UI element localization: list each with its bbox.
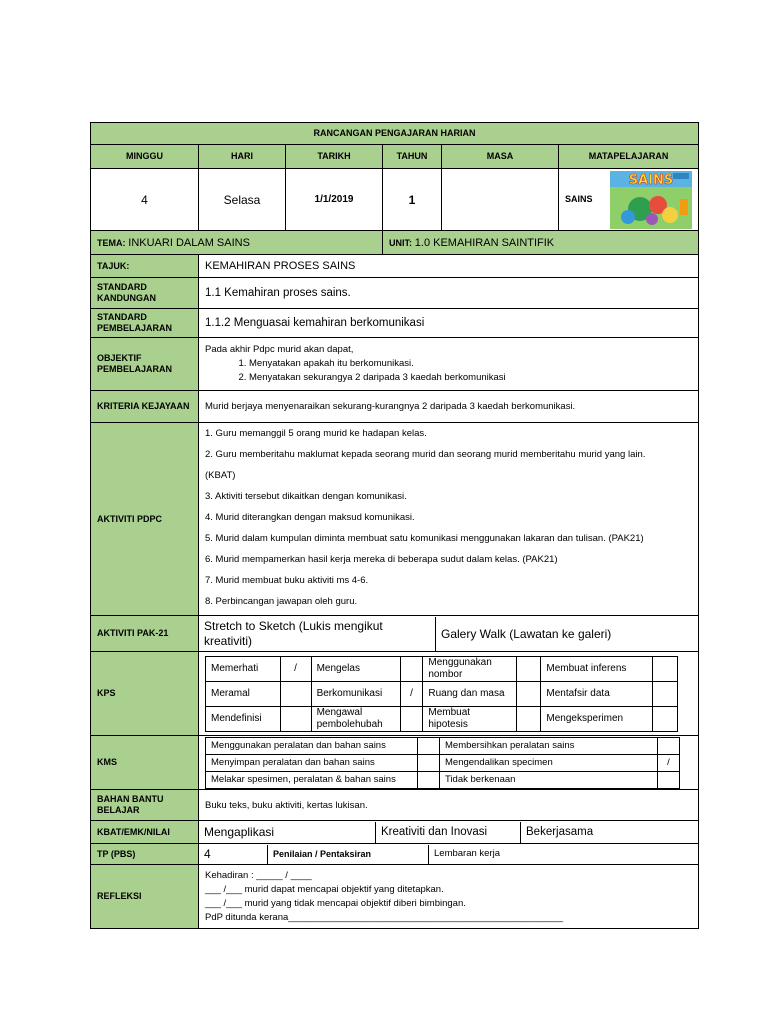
kps-item: Mendefinisi xyxy=(206,706,281,731)
tp-value: 4 xyxy=(199,845,268,864)
tajuk-label: TAJUK: xyxy=(91,255,199,278)
kbat-a: Mengaplikasi xyxy=(199,822,376,843)
kms-mark xyxy=(658,737,680,754)
kps-item: Ruang dan masa xyxy=(423,681,516,706)
kps-mark xyxy=(516,656,541,681)
objektif-intro: Pada akhir Pdpc murid akan dapat, xyxy=(205,344,354,355)
header-hari: HARI xyxy=(199,145,286,169)
kps-mark xyxy=(516,681,541,706)
pak21-cell xyxy=(199,616,699,652)
bahan-label: BAHAN BANTU BELAJAR xyxy=(91,790,199,821)
kms-item: Tidak berkenaan xyxy=(440,771,658,788)
kps-cell xyxy=(199,652,699,736)
kms-grid xyxy=(205,737,680,789)
objektif-cell xyxy=(199,338,699,391)
kms-label: KMS xyxy=(91,736,199,790)
kps-row xyxy=(206,656,678,681)
aktiviti-cell xyxy=(199,423,699,616)
aktiviti-label: AKTIVITI PDPC xyxy=(91,423,199,616)
header-tarikh: TARIKH xyxy=(286,145,383,169)
kps-item: Mengeksperimen xyxy=(541,706,653,731)
kms-item: Menggunakan peralatan dan bahan sains xyxy=(206,737,418,754)
standard-pembelajaran-value: 1.1.2 Menguasai kemahiran berkomunikasi xyxy=(199,309,699,338)
kps-mark xyxy=(280,681,311,706)
value-tarikh: 1/1/2019 xyxy=(286,169,383,231)
tema-value: INKUARI DALAM SAINS xyxy=(128,236,250,249)
penilaian-value: Lembaran kerja xyxy=(434,848,501,859)
tp-label: TP (PBS) xyxy=(91,844,199,865)
kms-row xyxy=(206,771,680,788)
value-minggu: 4 xyxy=(91,169,199,231)
logo-title: SAINS xyxy=(628,172,674,188)
refleksi-line: ___ /___ murid dapat mencapai objektif yang ditetapkan. xyxy=(205,883,444,895)
value-matapelajaran-cell xyxy=(559,169,699,231)
pak21-label: AKTIVITI PAK-21 xyxy=(91,616,199,652)
aktiviti-step: 6. Murid mempamerkan hasil kerja mereka di beberapa sudut dalam kelas. (PAK21) xyxy=(205,554,558,565)
unit-label: UNIT: xyxy=(389,237,412,248)
objektif-list xyxy=(205,357,692,385)
standard-kandungan-value: 1.1 Kemahiran proses sains. xyxy=(199,278,699,309)
kps-item: Berkomunikasi xyxy=(311,681,400,706)
unit-value: 1.0 KEMAHIRAN SAINTIFIK xyxy=(414,236,555,249)
kms-item: Mengendalikan specimen xyxy=(440,754,658,771)
kriteria-label: KRITERIA KEJAYAAN xyxy=(91,391,199,423)
aktiviti-step: 2. Guru memberitahu maklumat kepada seorang murid dan seorang murid memberitahu murid yang lain. xyxy=(205,449,646,460)
refleksi-line: ___ /___ murid yang tidak mencapai objektif diberi bimbingan. xyxy=(205,897,466,909)
kps-mark xyxy=(280,706,311,731)
tema-label: TEMA: xyxy=(97,237,126,248)
objektif-label: OBJEKTIF PEMBELAJARAN xyxy=(91,338,199,391)
tema-cell xyxy=(91,231,383,255)
header-masa: MASA xyxy=(442,145,559,169)
kms-item: Membersihkan peralatan sains xyxy=(440,737,658,754)
bahan-value: Buku teks, buku aktiviti, kertas lukisan. xyxy=(199,790,699,821)
kps-item: Mentafsir data xyxy=(541,681,653,706)
kms-row xyxy=(206,737,680,754)
refleksi-label: REFLEKSI xyxy=(91,865,199,929)
aktiviti-step: 1. Guru memanggil 5 orang murid ke hadapan kelas. xyxy=(205,428,427,439)
kbat-cell xyxy=(199,821,699,844)
kms-row xyxy=(206,754,680,771)
pak21-inner xyxy=(199,617,698,651)
aktiviti-step: 3. Aktiviti tersebut dikaitkan dengan komunikasi. xyxy=(205,491,407,502)
refleksi-line: PdP ditunda kerana____________________________________________________ xyxy=(205,911,564,923)
kms-item: Melakar spesimen, peralatan & bahan sains xyxy=(206,771,418,788)
aktiviti-step: 8. Perbincangan jawapan oleh guru. xyxy=(205,596,358,607)
aktiviti-step: 5. Murid dalam kumpulan diminta membuat satu komunikasi menggunakan lakaran dan tulisan. (PAK21) xyxy=(205,533,644,544)
standard-pembelajaran-label: STANDARD PEMBELAJARAN xyxy=(91,309,199,338)
unit-cell xyxy=(383,231,699,255)
sains-book-logo xyxy=(610,171,692,229)
objektif-item: 2. Menyatakan sekurangya 2 daripada 3 kaedah berkomunikasi xyxy=(249,371,692,385)
aktiviti-step: 4. Murid diterangkan dengan maksud komunikasi. xyxy=(205,512,415,523)
penilaian-label: Penilaian / Pentaksiran xyxy=(268,845,429,864)
kps-row xyxy=(206,681,678,706)
tp-cell xyxy=(199,844,699,865)
tajuk-value: KEMAHIRAN PROSES SAINS xyxy=(199,255,699,278)
kps-item: Mengelas xyxy=(311,656,400,681)
kbat-label: KBAT/EMK/NILAI xyxy=(91,821,199,844)
kps-item: Mengawal pembolehubah xyxy=(311,706,400,731)
kps-mark: / xyxy=(400,681,423,706)
pak21-b: Galery Walk (Lawatan ke galeri) xyxy=(441,626,612,641)
kps-mark xyxy=(400,656,423,681)
kms-cell xyxy=(199,736,699,790)
kps-mark xyxy=(653,706,678,731)
kriteria-value: Murid berjaya menyenaraikan sekurang-kurangnya 2 daripada 3 kaedah berkomunikasi. xyxy=(199,391,699,423)
refleksi-line: Kehadiran : _____ / ____ xyxy=(205,869,312,881)
kps-item: Membuat inferens xyxy=(541,656,653,681)
kps-item: Menggunakan nombor xyxy=(423,656,516,681)
refleksi-cell xyxy=(199,865,699,929)
kms-mark: / xyxy=(658,754,680,771)
kps-item: Memerhati xyxy=(206,656,281,681)
kms-mark xyxy=(418,771,440,788)
tp-inner xyxy=(199,845,698,864)
objektif-item: 1. Menyatakan apakah itu berkomunikasi. xyxy=(249,357,692,371)
value-matapelajaran: SAINS xyxy=(565,194,593,204)
header-matapelajaran: MATAPELAJARAN xyxy=(559,145,699,169)
kps-label: KPS xyxy=(91,652,199,736)
pak21-a: Stretch to Sketch (Lukis mengikut kreativiti) xyxy=(199,617,436,651)
aktiviti-step: (KBAT) xyxy=(205,470,236,481)
kps-mark: / xyxy=(280,656,311,681)
value-masa xyxy=(442,169,559,231)
page-title: RANCANGAN PENGAJARAN HARIAN xyxy=(91,123,699,145)
kms-mark xyxy=(418,737,440,754)
kps-item: Meramal xyxy=(206,681,281,706)
kms-item: Menyimpan peralatan dan bahan sains xyxy=(206,754,418,771)
kbat-c: Bekerjasama xyxy=(526,826,594,838)
standard-kandungan-label: STANDARD KANDUNGAN xyxy=(91,278,199,309)
lesson-plan-sheet xyxy=(90,122,698,929)
kps-mark xyxy=(516,706,541,731)
kps-row xyxy=(206,706,678,731)
kps-item: Membuat hipotesis xyxy=(423,706,516,731)
value-tahun: 1 xyxy=(383,169,442,231)
kps-mark xyxy=(653,681,678,706)
kms-mark xyxy=(658,771,680,788)
aktiviti-step: 7. Murid membuat buku aktiviti ms 4-6. xyxy=(205,575,369,586)
kms-mark xyxy=(418,754,440,771)
header-minggu: MINGGU xyxy=(91,145,199,169)
value-hari: Selasa xyxy=(199,169,286,231)
lesson-plan-table xyxy=(90,122,699,929)
kbat-b: Kreativiti dan Inovasi xyxy=(376,822,521,843)
kps-grid xyxy=(205,656,678,732)
kps-mark xyxy=(400,706,423,731)
kps-mark xyxy=(653,656,678,681)
header-tahun: TAHUN xyxy=(383,145,442,169)
kbat-inner xyxy=(199,822,698,843)
